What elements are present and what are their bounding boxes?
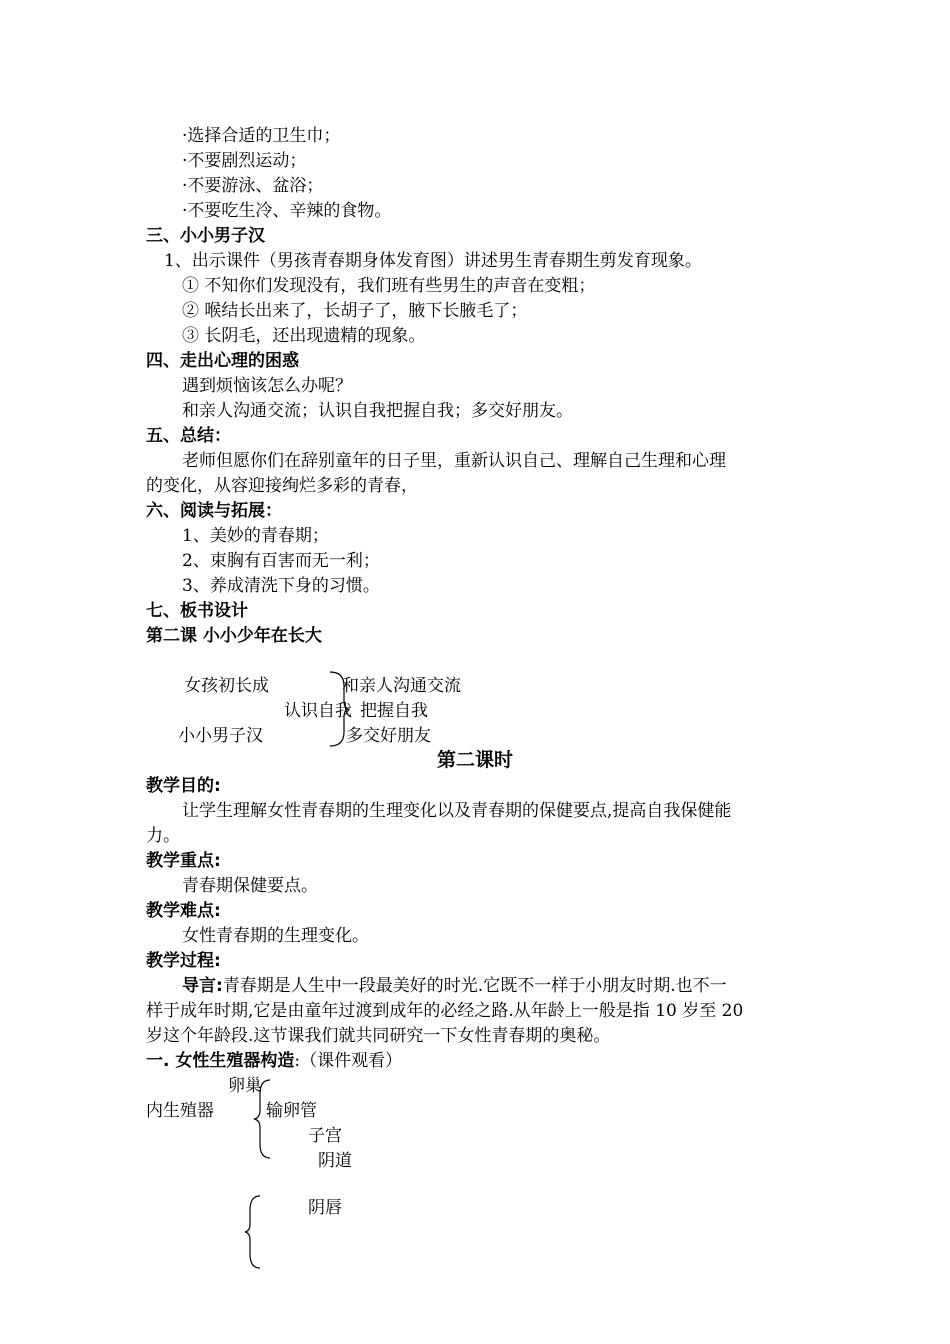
organ-labia: 阴唇 xyxy=(308,1198,342,1218)
board-right-2: 把握自我 xyxy=(360,701,428,721)
goal-line-1: 让学生理解女性青春期的生理变化以及青春期的保健要点,提高自我保健能 xyxy=(182,801,732,821)
organ-fallopian-tube: 输卵管 xyxy=(266,1101,317,1121)
care-item-3: ·不要游泳、盆浴； xyxy=(182,176,324,196)
lesson2-title: 第二课时 xyxy=(436,749,513,771)
heading-6: 六、阅读与拓展： xyxy=(146,501,282,521)
board-right-1: 和亲人沟通交流 xyxy=(342,676,461,696)
para-5-2: 的变化，从容迎接绚烂多彩的青春， xyxy=(146,476,418,496)
para-3-item-2: ② 喉结长出来了，长胡子了，腋下长腋毛了； xyxy=(182,301,528,321)
organ-vagina: 阴道 xyxy=(318,1151,352,1171)
care-item-2: ·不要剧烈运动； xyxy=(182,151,307,171)
internal-label: 内生殖器 xyxy=(146,1101,214,1121)
organ-ovary: 卵巢 xyxy=(228,1076,262,1096)
board-left-2: 小小男子汉 xyxy=(178,726,263,746)
board-title: 第二课 小小少年在长大 xyxy=(146,626,322,646)
care-item-4: ·不要吃生冷、辛辣的食物。 xyxy=(182,201,392,221)
para-4-2: 和亲人沟通交流；认识自我把握自我；多交好朋友。 xyxy=(182,401,573,421)
heading-5: 五、总结： xyxy=(146,426,231,446)
intro-line-1 xyxy=(182,974,727,998)
external-brace xyxy=(244,1194,264,1270)
heading-4: 四、走出心理的困惑 xyxy=(146,351,299,371)
para-5-1: 老师但愿你们在辞别童年的日子里，重新认识自己、理解自己生理和心理 xyxy=(182,451,726,471)
para-3-1: 1、出示课件（男孩青春期身体发育图）讲述男生青春期生剪发育现象。 xyxy=(164,251,702,271)
process-heading: 教学过程: xyxy=(146,951,221,971)
para-3-item-3: ③ 长阴毛，还出现遗精的现象。 xyxy=(182,326,426,346)
board-left-1: 女孩初长成 xyxy=(184,676,269,696)
care-item-1: ·选择合适的卫生巾； xyxy=(182,126,341,146)
para-3-item-1: ① 不知你们发现没有，我们班有些男生的声音在变粗； xyxy=(182,276,596,296)
intro-line-3: 岁这个年龄段.这节课我们就共同研究一下女性青春期的奥秘。 xyxy=(146,1026,611,1046)
difficulty-text: 女性青春期的生理变化。 xyxy=(182,926,369,946)
intro-label: 导言: xyxy=(182,976,223,996)
goal-line-2: 力。 xyxy=(146,826,180,846)
organ-uterus: 子宫 xyxy=(308,1126,342,1146)
para-6-1: 1、美妙的青春期； xyxy=(182,526,329,546)
difficulty-heading: 教学难点: xyxy=(146,901,221,921)
para-4-1: 遇到烦恼该怎么办呢？ xyxy=(182,376,352,396)
para-6-3: 3、养成清洗下身的习惯。 xyxy=(182,576,380,596)
section-1-heading-line xyxy=(146,1049,402,1073)
key-text: 青春期保健要点。 xyxy=(182,876,318,896)
section-1-note: :（课件观看） xyxy=(294,1051,403,1071)
board-right-3: 多交好朋友 xyxy=(346,726,431,746)
section-1-heading: 一. 女性生殖器构造 xyxy=(146,1051,295,1071)
para-6-2: 2、束胸有百害而无一利； xyxy=(182,551,380,571)
intro-text-1: 青春期是人生中一段最美好的时光.它既不一样于小朋友时期.也不一 xyxy=(222,976,727,996)
key-heading: 教学重点: xyxy=(146,851,221,871)
intro-line-2: 样于成年时期,它是由童年过渡到成年的必经之路.从年龄上一般是指 10 岁至 20 xyxy=(146,1001,744,1021)
heading-3: 三、小小男子汉 xyxy=(146,226,265,246)
board-middle: 认识自我 xyxy=(284,701,352,721)
heading-7: 七、板书设计 xyxy=(146,601,248,621)
goal-heading: 教学目的: xyxy=(146,776,221,796)
